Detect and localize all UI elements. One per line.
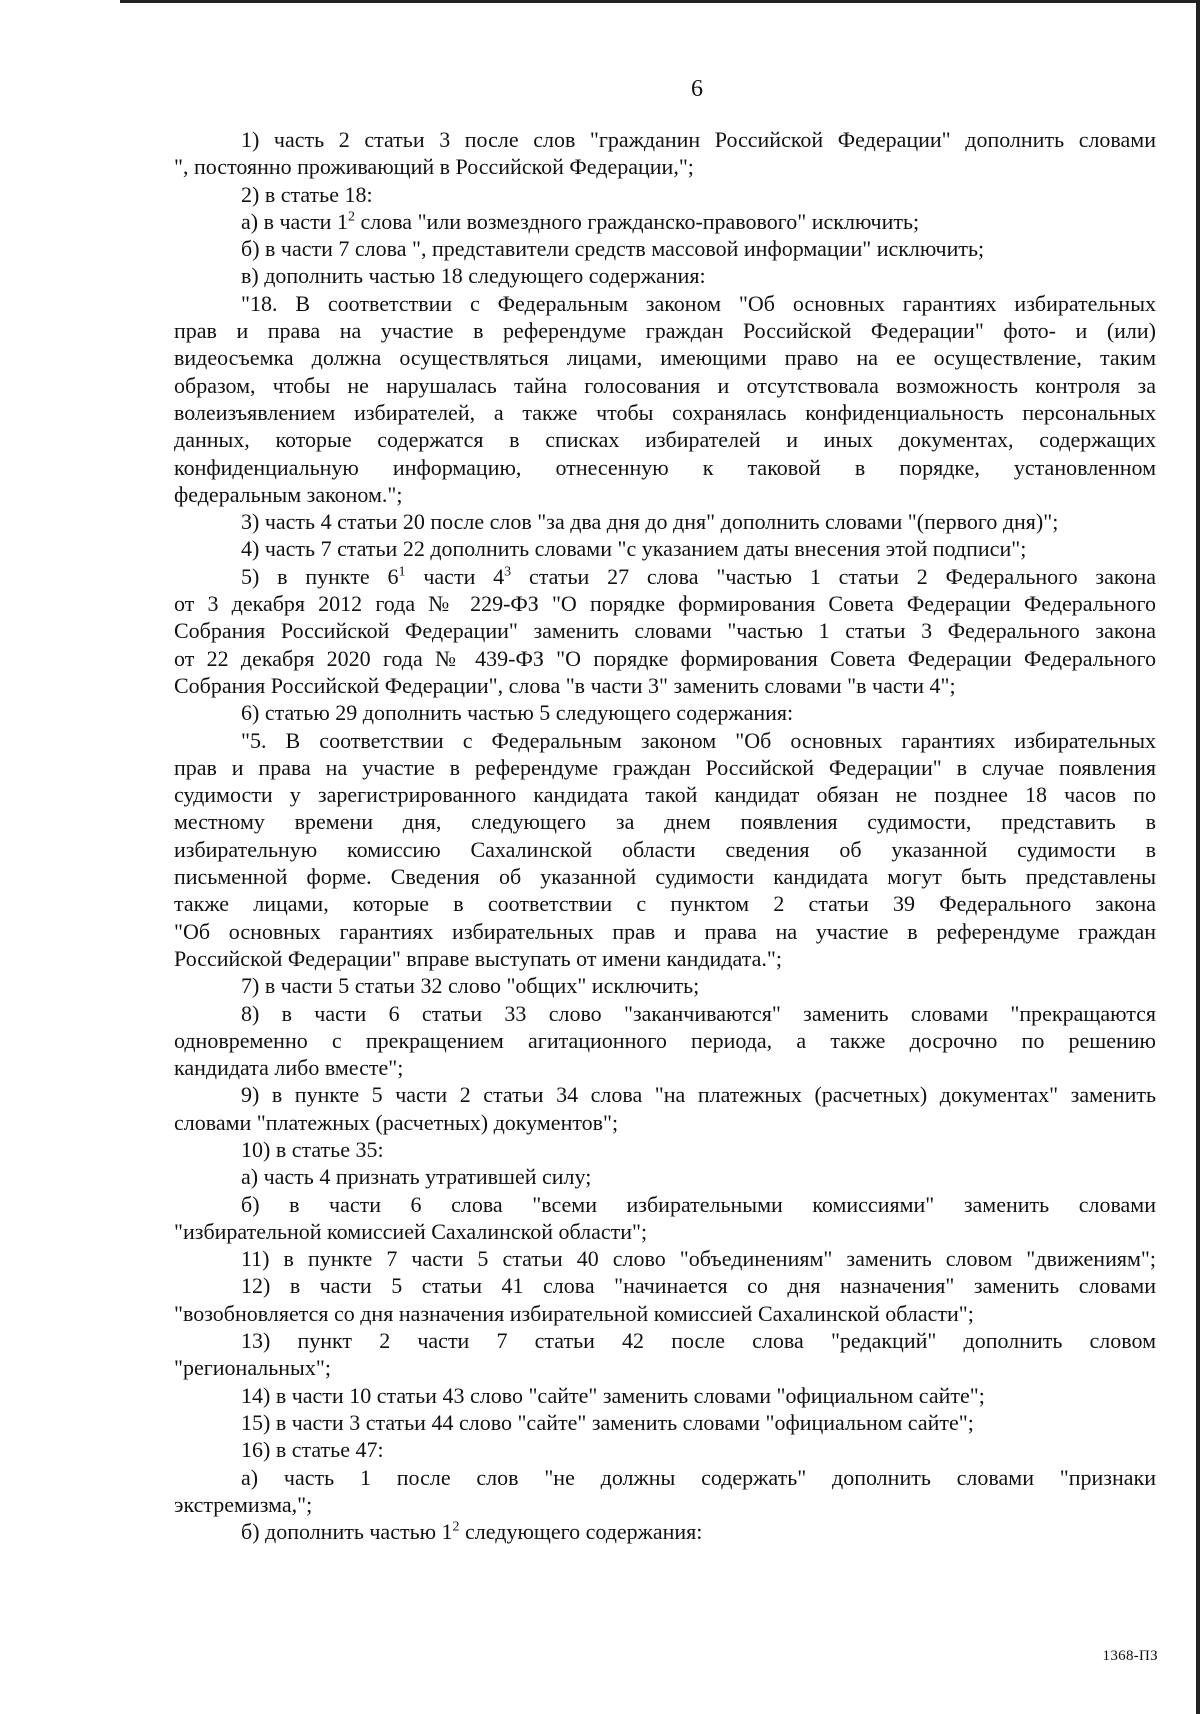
text-line [174, 590, 1156, 617]
text-line [174, 617, 1156, 644]
page-number: 6 [691, 76, 703, 102]
text-line-content: "Об основных гарантиях избирательных прав и права на участие в референдуме граждан [174, 918, 1156, 944]
text-line [174, 1382, 1156, 1409]
text-line [174, 508, 1156, 535]
text-line [174, 1027, 1156, 1054]
text-line-content: а) в части 1 [241, 208, 348, 234]
text-line [174, 454, 1156, 481]
text-line-content: Российской Федерации" вправе выступать от имени кандидата."; [174, 945, 782, 971]
text-line [174, 481, 1156, 508]
text-line-content: 14) в части 10 статьи 43 слово "сайте" заменить словами "официальном сайте"; [241, 1382, 985, 1408]
text-line [174, 535, 1156, 562]
text-line [174, 1136, 1156, 1163]
text-line-content: образом, чтобы не нарушалась тайна голосования и отсутствовала возможность контроля за [174, 372, 1156, 398]
text-line-content: конфиденциальную информацию, отнесенную к таковой в порядке, установленном [174, 454, 1156, 480]
text-line [174, 1109, 1156, 1136]
text-line [174, 754, 1156, 781]
text-line-content: федеральным законом."; [174, 481, 403, 507]
text-line-continuation: статьи 27 слова "частью 1 статьи 2 Федерального закона [511, 563, 1156, 589]
text-line [174, 262, 1156, 289]
text-line [174, 945, 1156, 972]
text-line-content: 5) в пункте 6 [241, 563, 399, 589]
text-line [174, 1409, 1156, 1436]
text-line-content: 1) часть 2 статьи 3 после слов "гражданин Российской Федерации" дополнить словами [241, 127, 1156, 152]
text-line [174, 426, 1156, 453]
text-line-content: 12) в части 5 статьи 41 слова "начинается со дня назначения" заменить словами [241, 1273, 1156, 1299]
text-line-content: местному времени дня, следующего за днем появления судимости, представить в [174, 809, 1156, 835]
text-line-content: от 22 декабря 2020 года № 439-ФЗ "О порядке формирования Совета Федерации Федерального [174, 645, 1156, 671]
text-line-content: от 3 декабря 2012 года № 229-ФЗ "О порядке формирования Совета Федерации Федерального [174, 591, 1156, 617]
text-line [174, 290, 1156, 317]
text-line-content: прав и права на участие в референдуме граждан Российской Федерации" в случае появления [174, 754, 1156, 780]
text-line [174, 1327, 1156, 1354]
text-line-content: "5. В соответствии с Федеральным законом "Об основных гарантиях избирательных [241, 727, 1156, 753]
text-line-content: ", постоянно проживающий в Российской Федерации,"; [174, 154, 694, 180]
superscript: 3 [504, 564, 512, 580]
text-line-content: 13) пункт 2 части 7 статьи 42 после слова "редакций" дополнить словом [241, 1328, 1156, 1354]
text-line-content: 7) в части 5 статьи 32 слово "общих" исключить; [241, 973, 700, 999]
text-line [174, 1081, 1156, 1108]
text-line [174, 1491, 1156, 1518]
text-line-continuation: следующего содержания: [459, 1519, 703, 1545]
text-line [174, 563, 1156, 590]
text-line-content: прав и права на участие в референдуме граждан Российской Федерации" фото- и (или) [174, 318, 1156, 344]
text-line-content: письменной форме. Сведения об указанной судимости кандидата могут быть представлены [174, 864, 1156, 890]
text-line-content: данных, которые содержатся в списках избирателей и иных документах, содержащих [174, 427, 1156, 453]
text-line-content: 2) в статье 18: [241, 181, 373, 207]
text-line-content: 16) в статье 47: [241, 1437, 384, 1463]
text-line [174, 1054, 1156, 1081]
text-line [174, 1163, 1156, 1190]
superscript: 2 [347, 209, 355, 225]
text-line-content: кандидата либо вместе"; [174, 1055, 404, 1081]
text-line [174, 972, 1156, 999]
text-line-content: волеизъявлением избирателей, а также чтобы сохранялась конфиденциальность персональных [174, 399, 1156, 425]
text-line-content: 11) в пункте 7 части 5 статьи 40 слово "объединениям" заменить словом "движениям"; [241, 1246, 1156, 1272]
text-line-content: 10) в статье 35: [241, 1136, 384, 1162]
text-line-content: 9) в пункте 5 части 2 статьи 34 слова "на платежных (расчетных) документах" заменить [241, 1082, 1156, 1108]
document-code: 1368-ПЗ [1102, 1648, 1158, 1664]
text-line [174, 1354, 1156, 1381]
text-line [174, 208, 1156, 235]
text-line-content: б) дополнить частью 1 [241, 1519, 453, 1545]
text-line-content: б) в части 7 слова ", представители средств массовой информации" исключить; [241, 236, 985, 262]
text-line-continuation: части 4 [405, 563, 505, 589]
text-line-continuation: слова "или возмездного гражданско-правового" исключить; [354, 208, 920, 234]
text-line-content: 15) в части 3 статьи 44 слово "сайте" заменить словами "официальном сайте"; [241, 1409, 974, 1435]
text-line-content: а) часть 4 признать утратившей силу; [241, 1164, 592, 1190]
text-line [174, 1245, 1156, 1272]
text-line [174, 1464, 1156, 1491]
text-line [174, 153, 1156, 180]
text-line [174, 317, 1156, 344]
text-line [174, 836, 1156, 863]
text-line [174, 372, 1156, 399]
text-line [174, 645, 1156, 672]
text-line-content: 8) в части 6 статьи 33 слово "заканчиваются" заменить словами "прекращаются [241, 1000, 1156, 1026]
text-line [174, 344, 1156, 371]
text-line-content: Собрания Российской Федерации" заменить словами "частью 1 статьи 3 Федерального закона [174, 618, 1156, 644]
text-line-content: "избирательной комиссией Сахалинской области"; [174, 1218, 648, 1244]
text-line-content: б) в части 6 слова "всеми избирательными комиссиями" заменить словами [241, 1191, 1156, 1217]
text-line [174, 1436, 1156, 1463]
text-line [174, 808, 1156, 835]
text-line-content: Собрания Российской Федерации", слова "в части 3" заменить словами "в части 4"; [174, 672, 956, 698]
text-line [174, 181, 1156, 208]
text-line [174, 727, 1156, 754]
superscript: 2 [452, 1519, 460, 1535]
text-line-content: одновременно с прекращением агитационного периода, а также досрочно по решению [174, 1027, 1156, 1053]
scan-edge-top [120, 0, 1200, 3]
text-line-content: также лицами, которые в соответствии с пунктом 2 статьи 39 Федерального закона [174, 891, 1156, 917]
text-line-content: 4) часть 7 статьи 22 дополнить словами "с указанием даты внесения этой подписи"; [241, 536, 1027, 562]
superscript: 1 [398, 564, 406, 580]
text-line-content: в) дополнить частью 18 следующего содержания: [241, 263, 706, 289]
text-line-content: видеосъемка должна осуществляться лицами, имеющими право на ее осуществление, таким [174, 345, 1156, 371]
text-line [174, 1218, 1156, 1245]
text-line [174, 1191, 1156, 1218]
text-line-content: 6) статью 29 дополнить частью 5 следующего содержания: [241, 700, 794, 726]
text-line-content: экстремизма,"; [174, 1491, 313, 1517]
text-line [174, 781, 1156, 808]
text-line [174, 863, 1156, 890]
text-line [174, 1272, 1156, 1299]
text-line [174, 918, 1156, 945]
scan-edge-right [1196, 0, 1200, 1714]
text-line [174, 1000, 1156, 1027]
text-line-content: избирательную комиссию Сахалинской области сведения об указанной судимости в [174, 836, 1156, 862]
text-line [174, 399, 1156, 426]
text-line-content: судимости у зарегистрированного кандидата такой кандидат обязан не позднее 18 часов по [174, 782, 1156, 808]
text-line [174, 126, 1156, 153]
text-line [174, 1518, 1156, 1545]
text-line [174, 699, 1156, 726]
document-body [174, 126, 1156, 1545]
text-line-content: "18. В соответствии с Федеральным законом "Об основных гарантиях избирательных [241, 290, 1156, 316]
text-line [174, 1300, 1156, 1327]
text-line [174, 235, 1156, 262]
text-line-content: словами "платежных (расчетных) документов"; [174, 1109, 619, 1135]
text-line [174, 890, 1156, 917]
text-line-content: "региональных"; [174, 1355, 331, 1381]
text-line-content: 3) часть 4 статьи 20 после слов "за два дня до дня" дополнить словами "(первого дня)"; [241, 509, 1059, 535]
text-line [174, 672, 1156, 699]
text-line-content: а) часть 1 после слов "не должны содержать" дополнить словами "признаки [241, 1464, 1156, 1490]
text-line-content: "возобновляется со дня назначения избирательной комиссией Сахалинской области"; [174, 1300, 974, 1326]
